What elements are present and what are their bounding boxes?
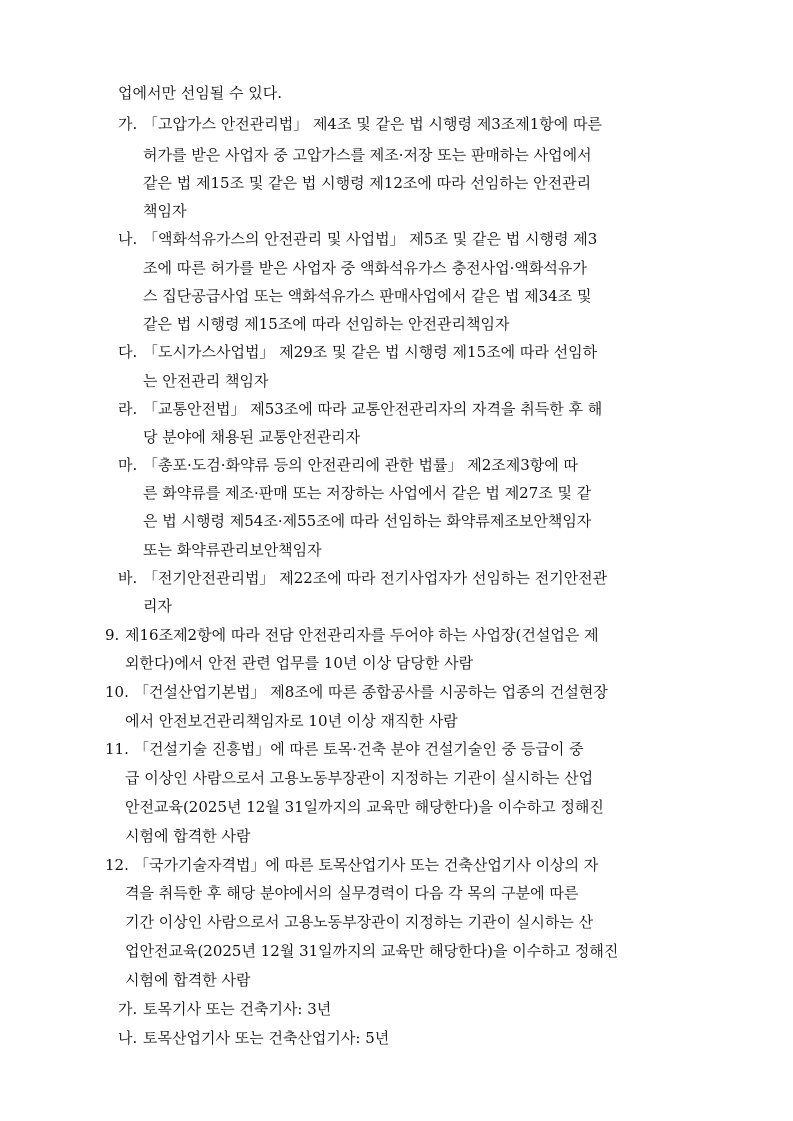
line-text: 「도시가스사업법」 제29조 및 같은 법 시행령 제15조에 따라 선임하	[143, 343, 598, 361]
line-text: 은 법 시행령 제54조·제55조에 따라 선임하는 화약류제조보안책임자	[143, 512, 592, 530]
item-label: 9.	[105, 626, 120, 644]
line-text: 「건설산업기본법」 제8조에 따른 종합공사를 시공하는 업종의 건설현장	[134, 683, 608, 701]
item-label: 마.	[118, 456, 138, 474]
line-text: 「전기안전관리법」 제22조에 따라 전기사업자가 선임하는 전기안전관	[143, 569, 608, 587]
line-text: 급 이상인 사람으로서 고용노동부장관이 지정하는 기관이 실시하는 산업	[125, 769, 594, 787]
line-text: 외한다)에서 안전 관련 업무를 10년 이상 담당한 사람	[125, 654, 474, 672]
item-label: 라.	[118, 400, 138, 418]
item-label: 가.	[118, 115, 138, 133]
item-label: 다.	[118, 343, 138, 361]
line-text: 조에 따른 허가를 받은 사업자 중 액화석유가스 충전사업·액화석유가	[143, 259, 587, 277]
line-text: 같은 법 제15조 및 같은 법 시행령 제12조에 따라 선임하는 안전관리	[143, 174, 592, 192]
line-text: 「국가기술자격법」에 따른 토목산업기사 또는 건축산업기사 이상의 자	[134, 856, 599, 874]
item-label: 나.	[118, 230, 138, 248]
line-text: 시험에 합격한 사람	[125, 971, 251, 989]
line-text: 「교통안전법」 제53조에 따라 교통안전관리자의 자격을 취득한 후 해	[143, 400, 603, 418]
line-text: 리자	[143, 597, 172, 615]
line-text: 「건설기술 진흥법」에 따른 토목·건축 분야 건설기술인 중 등급이 중	[134, 740, 584, 758]
line-text: 는 안전관리 책임자	[143, 372, 269, 390]
item-label: 바.	[118, 569, 138, 587]
line-text: 안전교육(2025년 12월 31일까지의 교육만 해당한다)을 이수하고 정해진	[125, 798, 604, 816]
line-text: 「액화석유가스의 안전관리 및 사업법」 제5조 및 같은 법 시행령 제3	[143, 230, 598, 248]
line-text: 「고압가스 안전관리법」 제4조 및 같은 법 시행령 제3조제1항에 따른	[143, 115, 603, 133]
line-text: 제16조제2항에 따라 전담 안전관리자를 두어야 하는 사업장(건설업은 제	[125, 626, 599, 644]
line-text: 당 분야에 채용된 교통안전관리자	[143, 428, 361, 446]
item-label: 11.	[105, 740, 129, 758]
line-text: 스 집단공급사업 또는 액화석유가스 판매사업에서 같은 법 제34조 및	[143, 287, 592, 305]
line-text: 격을 취득한 후 해당 분야에서의 실무경력이 다음 각 목의 구분에 따른	[125, 884, 579, 902]
line-text: 허가를 받은 사업자 중 고압가스를 제조·저장 또는 판매하는 사업에서	[143, 146, 592, 164]
line-text: 업안전교육(2025년 12월 31일까지의 교육만 해당한다)을 이수하고 정해진	[125, 942, 619, 960]
item-label: 12.	[105, 856, 129, 874]
line-text: 기간 이상인 사람으로서 고용노동부장관이 지정하는 기관이 실시하는 산	[125, 913, 594, 931]
line-text: 에서 안전보건관리책임자로 10년 이상 재직한 사람	[125, 712, 458, 730]
line-text: 「총포·도검·화약류 등의 안전관리에 관한 법률」 제2조제3항에 따	[143, 456, 578, 474]
line-text: 또는 화약류관리보안책임자	[143, 541, 322, 559]
item-label: 가.	[118, 1000, 138, 1018]
item-label: 나.	[118, 1029, 138, 1047]
line-text: 토목산업기사 또는 건축산업기사: 5년	[143, 1029, 390, 1047]
line-text: 토목기사 또는 건축기사: 3년	[143, 1000, 332, 1018]
line-text: 같은 법 시행령 제15조에 따라 선임하는 안전관리책임자	[143, 315, 510, 333]
item-label: 10.	[105, 683, 129, 701]
line-text: 시험에 합격한 사람	[125, 827, 251, 845]
line-text: 업에서만 선임될 수 있다.	[118, 84, 282, 102]
line-text: 른 화약류를 제조·판매 또는 저장하는 사업에서 같은 법 제27조 및 같	[143, 484, 592, 502]
line-text: 책임자	[143, 202, 187, 220]
